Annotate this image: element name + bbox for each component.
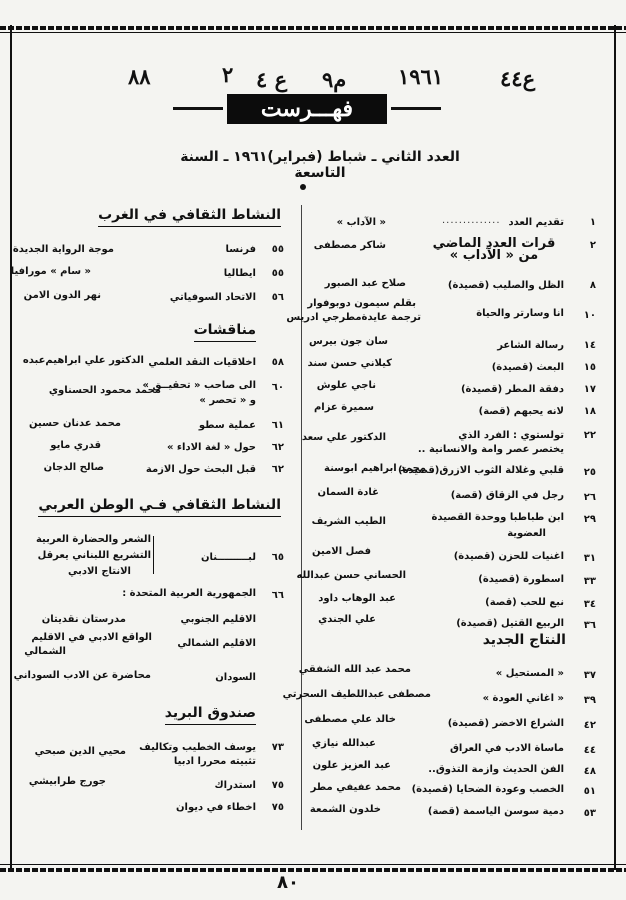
entry-number: ٣٩: [583, 695, 596, 706]
entry-author: محمد عدنان حسين: [29, 418, 121, 429]
entry-number: ٤٤: [583, 745, 596, 756]
entry-author: عبدالله نيازي: [311, 738, 376, 749]
entry-number: ٣١: [583, 553, 596, 564]
entry-number: ٦٠: [271, 382, 284, 393]
entry-number: ٦٥: [271, 552, 284, 563]
section-heading-text: النتاج الجديد: [482, 632, 566, 648]
section-heading-text: النشاط الثقافي في الغرب: [98, 207, 281, 223]
entry-number: ٧٣: [271, 742, 284, 753]
entry-author: الحساني حسن عبدالله: [296, 570, 406, 581]
entry-title: الربيع القتيل (قصيدة): [456, 618, 564, 629]
entry-author: عبد الوهاب داود: [318, 593, 396, 604]
section-heading-arab: [38, 497, 281, 513]
entry-title: تقديم العدد: [508, 217, 564, 228]
handwritten-a: ع ٤: [256, 67, 288, 92]
section-heading-mail: [165, 705, 256, 721]
entry-title: تولستوي : الفرد الذي: [458, 430, 564, 441]
entry-author: خالد علي مصطفى: [304, 714, 396, 725]
entry-number: ٥٣: [583, 808, 596, 819]
entry-number: ٢٢: [583, 430, 596, 441]
entry-author: الطيب الشريف: [311, 516, 386, 527]
entry-author: بقلم سيمون دوبوفوار: [307, 298, 416, 309]
handwritten-year: ١٩٦١: [398, 64, 444, 89]
entry-title: الجمهورية العربية المتحدة :: [122, 588, 256, 599]
entry-author: محمد ابراهيم ابوسنة: [324, 463, 426, 474]
entry-title: رجل في الزقاق (قصة): [450, 490, 564, 501]
right-border: [614, 25, 616, 870]
entry-number: ٧٥: [271, 780, 284, 791]
handwritten-b: ٢: [222, 62, 234, 87]
entry-author: قدري مايو: [50, 440, 101, 451]
section-heading-text: النشاط الثقافي فـي الوطن العربي: [38, 497, 281, 513]
entry-author: غادة السمان: [317, 487, 379, 498]
entry-title: الاقليم الجنوبي: [180, 614, 256, 625]
entry-translator: ترجمة عايدةمطرجي ادريس: [286, 312, 421, 323]
entry-author: الدكتور علي ابراهيم‌عبده: [22, 355, 144, 366]
entry-title: الاتحاد السوفياتي: [169, 292, 256, 303]
entry-number: ١٠: [583, 310, 596, 321]
entry-number: ٥٨: [271, 357, 284, 368]
entry-number: ٤٨: [583, 766, 596, 777]
entry-author: مدرستان نقديتان: [41, 614, 126, 625]
entry-author: صالح الدجان: [43, 462, 104, 473]
entry-title: ايطاليا: [223, 268, 256, 279]
entry-author-cont: التشريع اللبناني يعرقل: [37, 550, 151, 561]
entry-title-cont: يختصر عصر وامة والانسانية ..: [417, 444, 564, 455]
entry-title: قلبي وغلالة الثوب الازرق(قصيدة): [398, 465, 564, 476]
section-heading-debates: [194, 322, 256, 338]
entry-author: شاكر مصطفى: [313, 240, 386, 251]
entry-number: ٣٧: [583, 670, 596, 681]
entry-title: البعث (قصيدة): [491, 362, 564, 373]
entry-number: ٢٥: [583, 467, 596, 478]
entry-author: محمد عبد الله الشفقي: [298, 664, 411, 675]
contents-banner: فهـــرست: [227, 94, 387, 124]
entry-number: ٥٥: [271, 268, 284, 279]
entry-author-cont: الشمالي: [24, 646, 66, 657]
entry-title: اخلاقيات النقد العلمي: [148, 357, 256, 368]
entry-number: ٥٥: [271, 244, 284, 255]
entry-title: دمية سوسن الياسمة (قصة): [427, 806, 564, 817]
entry-number: ٣٤: [583, 599, 596, 610]
entry-number: ١: [589, 217, 596, 228]
entry-number: ١٥: [583, 362, 596, 373]
entry-title: لانه يحبهم (قصة): [478, 406, 564, 417]
bottom-border: [0, 868, 626, 872]
section-heading-new-output: [483, 632, 566, 648]
entry-title: ابن طباطبا ووحدة القصيدة: [431, 512, 564, 523]
entry-number: ٤٢: [583, 720, 596, 731]
column-separator: [301, 205, 302, 830]
entry-number: ٢٦: [583, 492, 596, 503]
leader-dots: ..............: [442, 215, 501, 226]
entry-title: حول « لغة الاداء »: [166, 442, 256, 453]
section-heading-text: صندوق البريد: [164, 705, 256, 721]
entry-title: قرات العدد الماضي من « الآداب »: [432, 236, 556, 263]
entry-author: نهر الدون الامن: [23, 290, 101, 301]
entry-number: ٣٦: [583, 620, 596, 631]
entry-title-cont: و « تحصر »: [199, 395, 256, 406]
entry-title: قبل البحث حول الازمة: [145, 464, 256, 475]
entry-title: دفقة المطر (قصيدة): [460, 384, 564, 395]
entry-number: ١٤: [583, 340, 596, 351]
issue-line: العدد الثاني ـ شباط (فبراير)١٩٦١ ـ السنة التاسعة: [180, 149, 460, 181]
handwritten-c: م٩: [322, 67, 347, 92]
entry-title: « المستحيل »: [495, 668, 564, 679]
section-heading-west: [98, 207, 281, 223]
bottom-border-line: [0, 864, 626, 865]
entry-title: لبـــــــــنان: [201, 552, 256, 563]
entry-number: ٦١: [271, 420, 284, 431]
entry-author: خلدون الشمعة: [309, 804, 381, 815]
entry-author: صلاح عبد الصبور: [324, 278, 406, 289]
entry-author: محيي الدين صبحي: [34, 746, 126, 757]
entry-title: اخطاء في ديوان: [176, 802, 256, 813]
section-heading-text: مناقشات: [193, 322, 256, 338]
entry-title: رسالة الشاعر: [497, 340, 564, 351]
entry-author: الدكتور علي سعد: [301, 432, 386, 443]
entry-number: ٦٢: [271, 464, 284, 475]
entry-title: السودان: [215, 672, 256, 683]
entry-title-cont: العضوية: [507, 528, 546, 539]
entry-number: ٣٣: [583, 576, 596, 587]
entry-number: ٦٦: [271, 590, 284, 601]
entry-author: جورج طرابيشي: [28, 776, 106, 787]
entry-title: نبع للحب (قصة): [485, 597, 564, 608]
entry-title: الى صاحب « تحقيــق »: [142, 380, 256, 391]
entry-author: علي الجندي: [318, 614, 376, 625]
entry-author-cont: الانتاج الادبي: [67, 566, 131, 577]
entry-number: ٢: [589, 240, 596, 251]
entry-title-cont: تثبيته محررا ادبيا: [173, 756, 256, 767]
page-number: ٨٠: [277, 872, 299, 893]
entry-author: محمد محمود الحسناوي: [48, 385, 161, 396]
entry-author: الواقع الادبي في الاقليم: [31, 632, 152, 643]
handwritten-code: ٨٨: [128, 64, 151, 89]
entry-number: ٢٩: [583, 514, 596, 525]
entry-author: « الآداب »: [336, 217, 386, 228]
entry-number: ١٨: [583, 406, 596, 417]
entry-author: « سام » مورافيا: [10, 266, 91, 277]
entry-title: استدراك: [214, 780, 256, 791]
entry-number: ٧٥: [271, 802, 284, 813]
entry-title: الظل والصليب (قصيدة): [447, 280, 564, 291]
entry-author: محمد عفيفي مطر: [310, 782, 401, 793]
entry-number: ٨: [589, 280, 596, 291]
left-border: [10, 25, 12, 870]
entry-author: الشعر والحضارة العربية: [35, 534, 151, 545]
entry-title: عملية سطو: [198, 420, 256, 431]
entry-title: انا وسارتر والحياة: [476, 308, 564, 319]
entry-number: ١٧: [583, 384, 596, 395]
entry-title: الاقليم الشمالي: [177, 638, 256, 649]
entry-number: ٦٢: [271, 442, 284, 453]
entry-author: ناجي علوش: [316, 380, 376, 391]
entry-title: ماساة الادب في العراق: [449, 743, 564, 754]
entry-number: ٥١: [583, 786, 596, 797]
top-border: [0, 26, 626, 30]
entry-author: موجة الرواية الجديدة: [12, 244, 114, 255]
entry-author: محاضرة عن الادب السوداني: [13, 670, 151, 681]
bracket: [153, 536, 156, 574]
top-border-line: [0, 32, 626, 33]
entry-title: الشراع الاخضر (قصيدة): [447, 718, 564, 729]
entry-author: سان جون بيرس: [309, 336, 388, 347]
entry-author: عبد العزيز علون: [312, 760, 391, 771]
entry-title: الفن الحديث وازمة التذوق..: [428, 764, 564, 775]
entry-title: الخصب وعودة الضحايا (قصيدة): [411, 784, 564, 795]
handwritten-e: ع٤٤: [500, 66, 536, 91]
entry-title: اسطورة (قصيدة): [478, 574, 564, 585]
entry-author: سميرة عزام: [313, 402, 374, 413]
entry-author: مصطفى عبداللطيف السحرتي: [282, 689, 431, 700]
entry-title: يوسف الخطيب وتكاليف: [139, 742, 256, 753]
separator-dot: [300, 184, 306, 190]
entry-author: فصل الامين: [312, 546, 371, 557]
entry-author: كيلاني حسن سند: [307, 358, 392, 369]
entry-number: ٥٦: [271, 292, 284, 303]
entry-title: « اغاني العودة »: [482, 693, 564, 704]
entry-title: فرنسا: [225, 244, 256, 255]
entry-title: اغنيات للحزن (قصيدة): [453, 551, 564, 562]
